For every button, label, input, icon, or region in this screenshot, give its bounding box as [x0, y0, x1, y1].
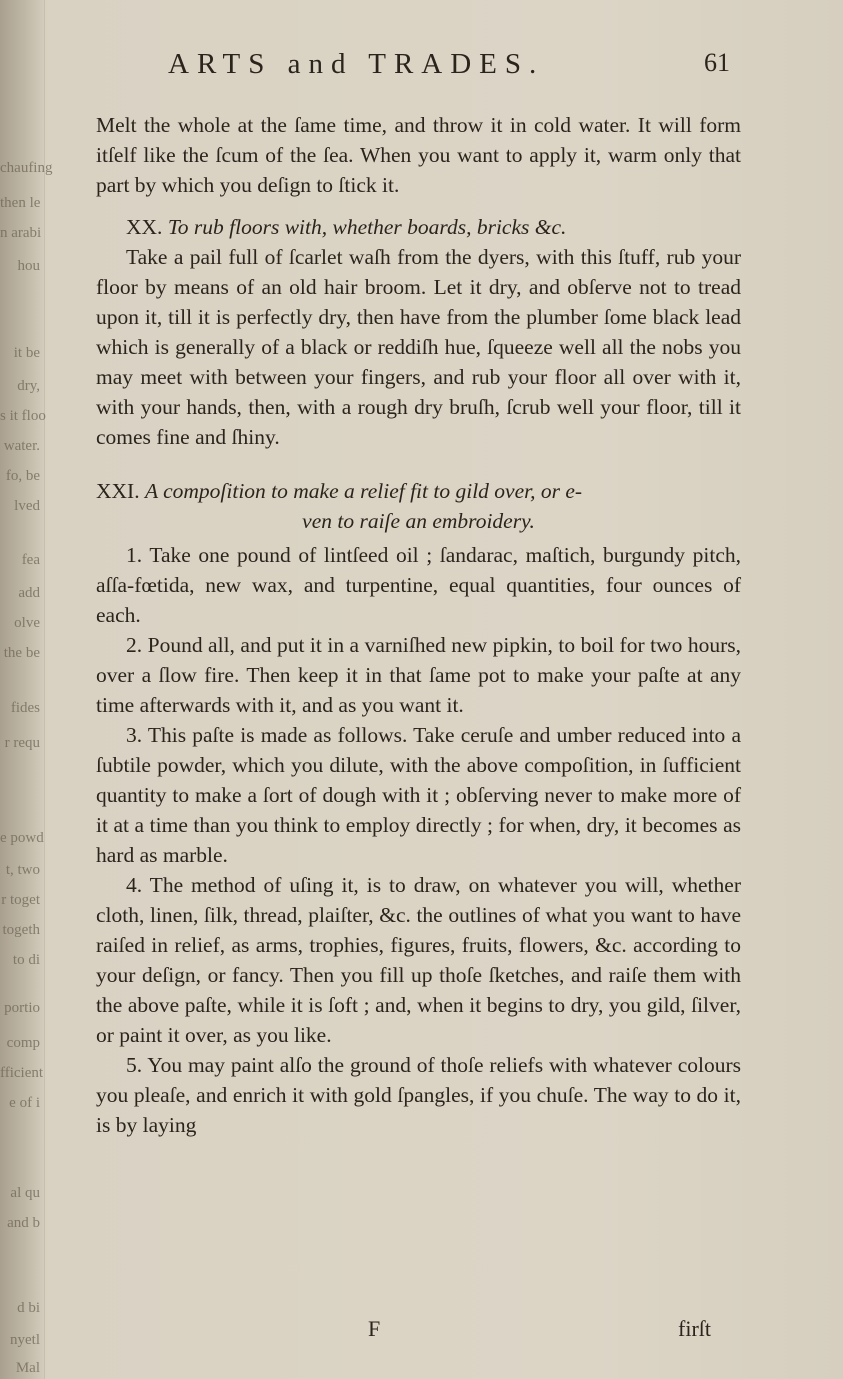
bleed-fragment: lved: [14, 498, 40, 514]
bleed-fragment: water.: [3, 438, 40, 454]
page-number: 61: [704, 48, 730, 77]
paragraph-step-4: 4. The method of uſing it, is to draw, on whatever you will, whether cloth, linen, ſilk, thread, plaiſter, &c. the outlines of what you want to have raiſed in relief, as arms, trophies, figures, fruits, flowers, &c. according to your deſign, or fancy. Then you fill up thoſe ſketches, and raiſe them with the above paſte, while it is ſoft ; and, when it begins to dry, you gild, ſilver, or paint it over, as you like.: [96, 873, 741, 1047]
section-heading-xxi: [96, 476, 741, 506]
paragraph-1: Melt the whole at the ſame time, and throw it in cold water. It will form itſelf like the ſcum of the ſea. When you want to apply it, warm only that part by which you deſign to ſtick it.: [96, 113, 741, 197]
bleed-fragment: e of i: [9, 1095, 40, 1111]
bleed-fragment: r requ: [4, 735, 40, 751]
section-title-line2: ven to raiſe an embroidery.: [302, 509, 535, 533]
bleed-fragment: comp: [6, 1035, 40, 1051]
bleed-fragment: olve: [14, 615, 40, 631]
catchword: firſt: [678, 1316, 711, 1341]
bleed-fragment: and b: [7, 1215, 40, 1231]
paragraph-step-3: 3. This paſte is made as follows. Take ceruſe and umber reduced into a ſubtile powder, which you dilute, with the above compoſition, in ſufficient quantity to make a ſort of dough with it ; obſerving never to make more of it at a time than you think to employ directly ; for when, dry, it becomes as hard as marble.: [96, 723, 741, 867]
paragraph-step-1: 1. Take one pound of lintſeed oil ; ſandarac, maſtich, burgundy pitch, aſſa-fœtida, new wax, and turpentine, equal quantities, four ounces of each.: [96, 543, 741, 627]
section-heading-xx: [96, 212, 741, 242]
bleed-fragment: dry,: [17, 378, 40, 394]
bleed-fragment: chaufing: [0, 160, 53, 176]
bleed-fragment: togeth: [2, 922, 40, 938]
section-number: XXI.: [96, 479, 140, 503]
bleed-fragment: portio: [4, 1000, 40, 1016]
bleed-fragment: d bi: [17, 1300, 40, 1316]
page-footer: [96, 1316, 741, 1348]
bleed-fragment: it be: [13, 345, 40, 361]
bleed-fragment: al qu: [10, 1185, 40, 1201]
bleed-fragment: the be: [3, 645, 40, 661]
bleed-fragment: t, two: [5, 862, 40, 878]
bleed-fragment: nyetl: [10, 1332, 40, 1348]
bleed-fragment: s it floo: [0, 408, 46, 424]
section-title-line1: A compoſition to make a relief fit to gild over, or e-: [144, 479, 583, 503]
page-body: [96, 110, 741, 1140]
bleed-fragment: fea: [21, 552, 40, 568]
bleed-fragment: fides: [10, 700, 40, 716]
section-number: XX.: [126, 215, 163, 239]
running-title: ARTS and TRADES.: [168, 48, 545, 80]
signature-mark: F: [368, 1316, 381, 1341]
bleed-fragment: Mal: [15, 1360, 40, 1376]
bleed-fragment: r toget: [1, 892, 40, 908]
bleed-fragment: n arabi: [0, 225, 42, 241]
running-header: [96, 48, 746, 88]
bleed-fragment: e powd: [0, 830, 44, 846]
bleed-fragment: fficient: [0, 1065, 44, 1081]
paragraph-step-2: 2. Pound all, and put it in a varniſhed new pipkin, to boil for two hours, over a ſlow fire. Then keep it in that ſame pot to make your paſte at any time afterwards with it, and as you want it.: [96, 633, 741, 717]
paragraph-step-5: 5. You may paint alſo the ground of thoſe reliefs with whatever colours you pleaſe, and enrich it with gold ſpangles, if you chuſe. The way to do it, is by laying: [96, 1053, 741, 1137]
bleed-fragment: hou: [17, 258, 40, 274]
paragraph-floors: Take a pail full of ſcarlet waſh from the dyers, with this ſtuff, rub your floor by means of an old hair broom. Let it dry, and obſerve not to tread upon it, till it is perfectly dry, then have from the plumber ſome black lead which is generally of a black or reddiſh hue, ſqueeze well all the nobs you may meet with between your fingers, and rub your floor all over with it, with your hands, then, with a rough dry bruſh, ſcrub well your floor, till it comes fine and ſhiny.: [96, 245, 741, 449]
bleed-fragment: fo, be: [5, 468, 40, 484]
bleed-fragment: to di: [12, 952, 40, 968]
bleed-fragment: then le: [0, 195, 41, 211]
bleed-fragment: add: [18, 585, 40, 601]
section-heading-xxi-continued: [96, 506, 741, 536]
section-title: To rub floors with, whether boards, bricks &c.: [167, 215, 567, 239]
